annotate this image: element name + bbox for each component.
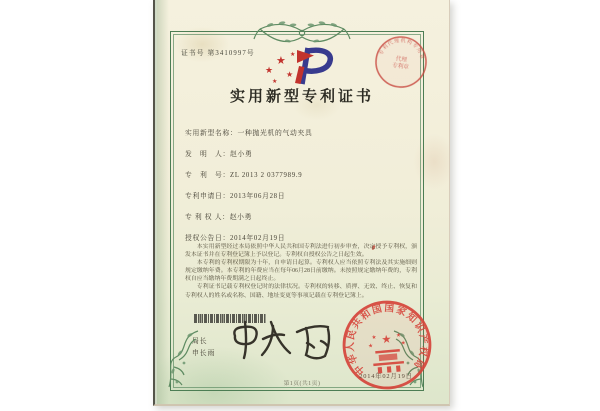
field-value: 赵小勇 <box>229 151 253 158</box>
legal-paragraph: 本实用新型经过本局依照中华人民共和国专利法进行初步审查，决定授予专利权，颁发本证书并在专利登记簿上予以登记。专利权自授权公告之日起生效。 <box>185 244 417 259</box>
svg-text:★: ★ <box>272 79 278 85</box>
field-value: 一种抛光机的气动夹具 <box>237 130 313 137</box>
field-utility-model-name <box>185 127 417 137</box>
svg-text:★: ★ <box>400 340 407 347</box>
svg-text:★: ★ <box>367 343 374 350</box>
field-label: 专利申请日： <box>185 193 230 200</box>
svg-text:★: ★ <box>276 55 286 67</box>
field-value: 2013年06月28日 <box>229 193 286 200</box>
field-patent-number <box>185 169 417 179</box>
field-label: 发 明 人： <box>185 151 230 158</box>
agent-seal-line1: 代理 <box>395 56 408 64</box>
certificate-paper <box>153 0 450 406</box>
director-name: 申长雨 <box>192 350 216 357</box>
svg-text:★: ★ <box>265 65 274 75</box>
agent-seal-line2: 专利章 <box>391 62 410 71</box>
svg-text:★: ★ <box>371 334 377 342</box>
field-label: 专 利 权 人： <box>185 214 230 221</box>
director-signature <box>221 318 339 374</box>
certificate-number: 证书号 第3410997号 <box>181 50 255 57</box>
field-value: 赵小勇 <box>229 214 253 221</box>
field-label: 授权公告日： <box>185 235 230 242</box>
agent-seal-ring-text: 专利代理机构专用章 <box>379 38 425 61</box>
legal-body-text <box>185 243 417 300</box>
field-value: ZL 2013 2 0377989.9 <box>229 172 303 179</box>
legal-paragraph: 专利证书记载专利权登记时的法律状况。专利权的转移、质押、无效、终止、恢复和专利权人的姓名或名称、国籍、地址变更等事项记载在专利登记簿上。 <box>185 284 417 299</box>
field-grant-date <box>185 232 417 242</box>
garland-ornament-icon <box>252 15 352 51</box>
field-patentee <box>185 211 417 221</box>
certificate-title: 实用新型专利证书 <box>229 89 374 105</box>
director-title: 局长 <box>192 338 208 345</box>
field-label: 专 利 号： <box>185 172 230 179</box>
svg-text:★: ★ <box>395 332 402 340</box>
stamp-date: 2014年02月19日 <box>359 373 413 380</box>
agent-seal-stamp <box>370 31 432 93</box>
official-stamp-ring-text: 中华人民共和国国家知识产权局 <box>345 302 430 377</box>
legal-paragraph: 本专利的专利权期限为十年，自申请日起算。专利权人应当依照专利法及其实施细则规定缴纳年费。本专利的年费应当在每年06月28日前缴纳。未按照规定缴纳年费的，专利权自应当缴纳年费期满之日起终止。 <box>185 260 417 283</box>
field-application-date <box>185 190 417 200</box>
field-inventor <box>185 148 417 158</box>
corner-flourish-icon <box>164 327 200 391</box>
page-number: 第1页(共1页) <box>283 381 321 387</box>
field-value: 2014年02月19日 <box>229 235 286 242</box>
svg-text:★: ★ <box>381 333 393 347</box>
field-label: 实用新型名称： <box>185 130 238 137</box>
svg-text:★: ★ <box>286 70 294 79</box>
svg-text:★: ★ <box>290 52 296 58</box>
